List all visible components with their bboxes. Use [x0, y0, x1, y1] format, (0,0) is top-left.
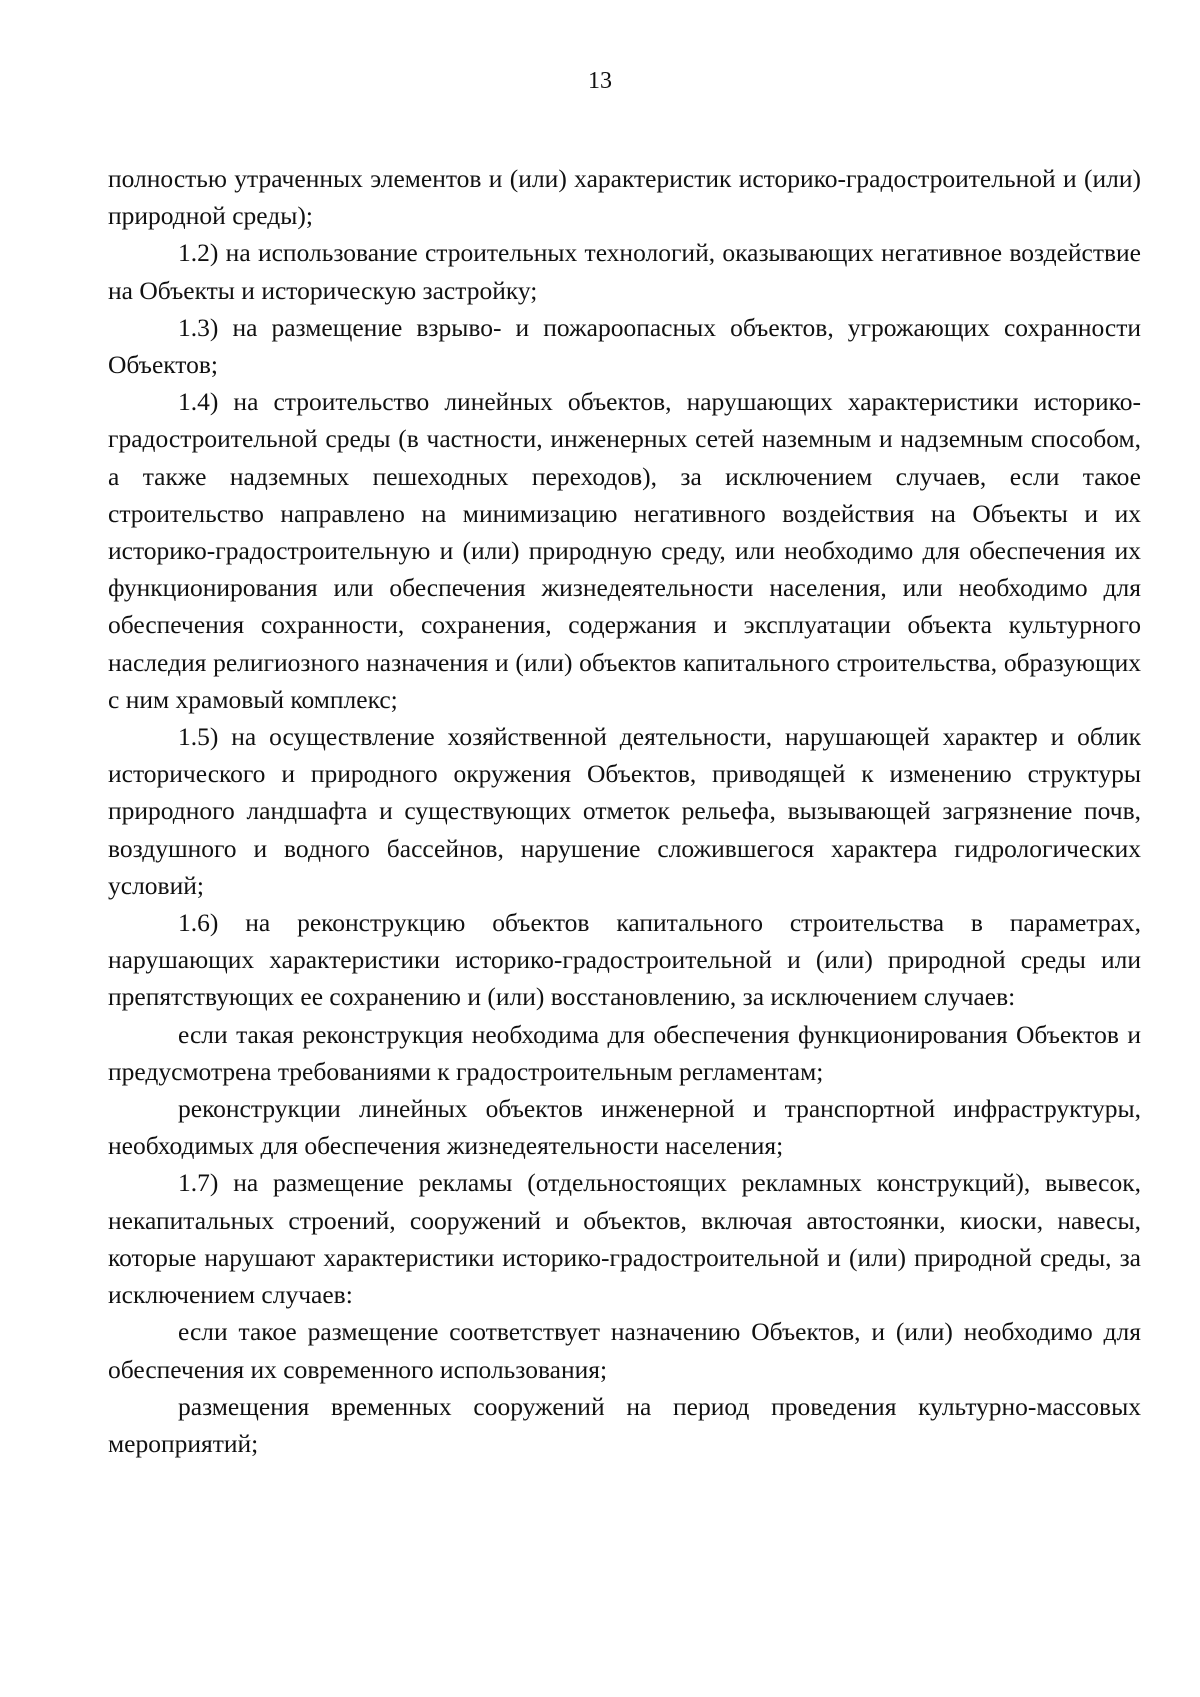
- paragraph-item-1-4: 1.4) на строительство линейных объектов, нарушающих характеристики историко-градостроительной среды (в частности, инженерных сетей наземным и надземным способом, а также надземных пешеходных переходов), за исключением случаев, если такое строительство направлено на минимизацию негативного воздействия на Объекты и их историко-градостроительную и (или) природную среду, или необходимо для обеспечения их функционирования или обеспечения жизнедеятельности населения, или необходимо для обеспечения сохранности, сохранения, содержания и эксплуатации объекта культурного наследия религиозного назначения и (или) объектов капитального строительства, образующих с ним храмовый комплекс;: [108, 387, 1141, 714]
- paragraph-continuation: полностью утраченных элементов и (или) характеристик историко-градостроительной и (или) природной среды);: [108, 164, 1141, 231]
- paragraph-item-1-7-exception-b: размещения временных сооружений на период проведения культурно-массовых мероприятий;: [108, 1391, 1141, 1458]
- paragraph-item-1-6: 1.6) на реконструкцию объектов капитального строительства в параметрах, нарушающих характеристики историко-градостроительной и (или) природной среды или препятствующих ее сохранению и (или) восстановлению, за исключением случаев:: [108, 908, 1141, 1012]
- page-number: 13: [588, 68, 612, 94]
- paragraph-item-1-2: 1.2) на использование строительных технологий, оказывающих негативное воздействие на Объекты и историческую застройку;: [108, 238, 1141, 305]
- paragraph-item-1-6-exception-b: реконструкции линейных объектов инженерной и транспортной инфраструктуры, необходимых для обеспечения жизнедеятельности населения;: [108, 1094, 1141, 1161]
- paragraph-item-1-5: 1.5) на осуществление хозяйственной деятельности, нарушающей характер и облик исторического и природного окружения Объектов, приводящей к изменению структуры природного ландшафта и существующих отметок рельефа, вызывающей загрязнение почв, воздушного и водного бассейнов, нарушение сложившегося характера гидрологических условий;: [108, 722, 1141, 900]
- document-body: [108, 160, 1141, 1462]
- paragraph-item-1-7: 1.7) на размещение рекламы (отдельностоящих рекламных конструкций), вывесок, некапитальных строений, сооружений и объектов, включая автостоянки, киоски, навесы, которые нарушают характеристики историко-градостроительной и (или) природной среды, за исключением случаев:: [108, 1168, 1141, 1310]
- paragraph-item-1-7-exception-a: если такое размещение соответствует назначению Объектов, и (или) необходимо для обеспечения их современного использования;: [108, 1317, 1141, 1384]
- paragraph-item-1-6-exception-a: если такая реконструкция необходима для обеспечения функционирования Объектов и предусмотрена требованиями к градостроительным регламентам;: [108, 1019, 1141, 1086]
- paragraph-item-1-3: 1.3) на размещение взрыво- и пожароопасных объектов, угрожающих сохранности Объектов;: [108, 312, 1141, 380]
